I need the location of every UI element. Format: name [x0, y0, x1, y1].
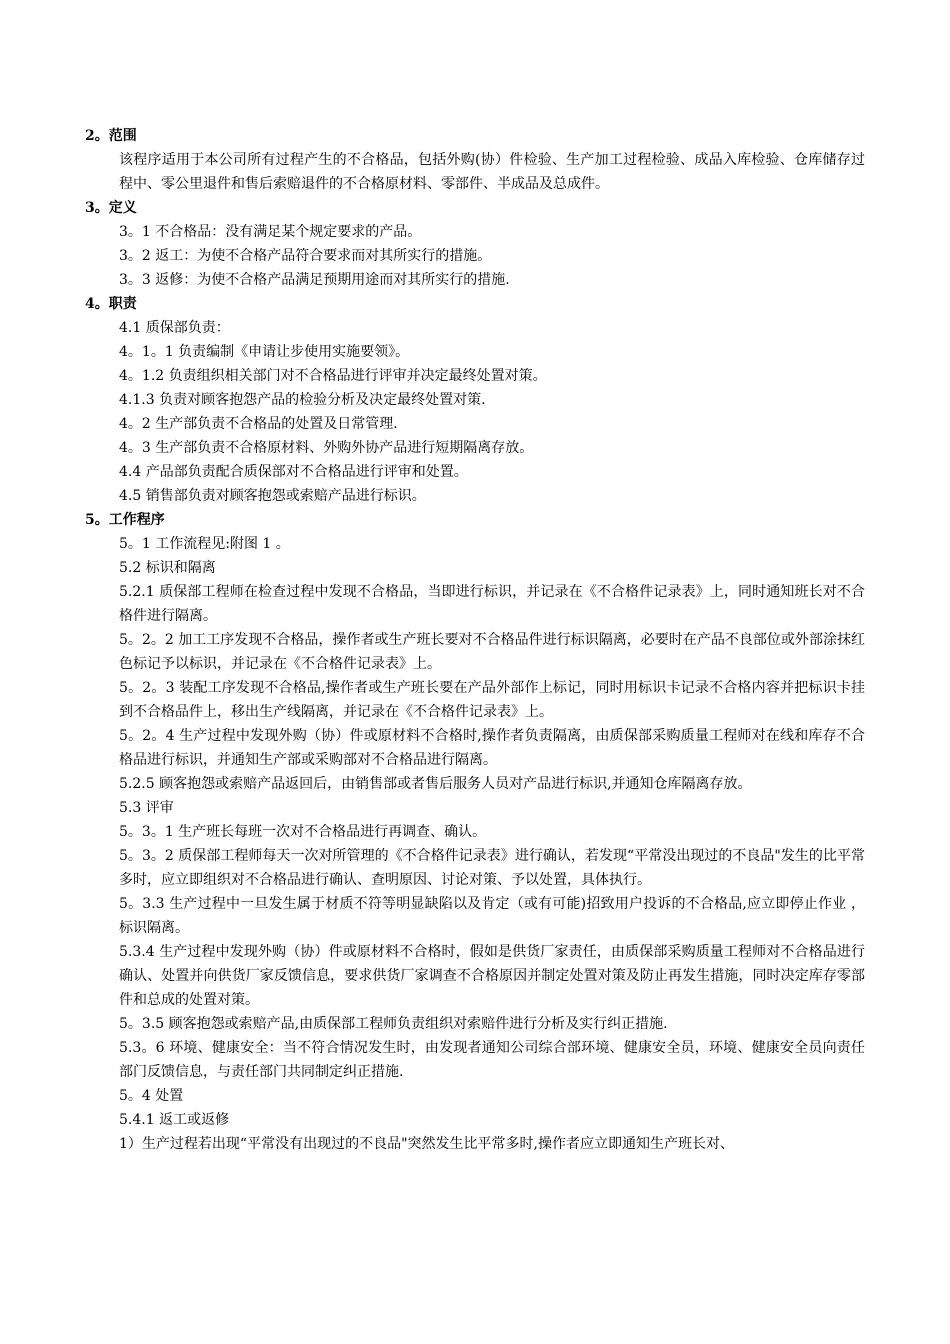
procedure-item: 5。1 工作流程见:附图 1 。: [119, 536, 290, 552]
procedure-subheading: 5。4 处置: [119, 1088, 184, 1104]
procedure-item: 1）生产过程若出现“平常没有出现过的不良品"突然发生比平常多时,操作者应立即通知生产班长对、: [119, 1136, 734, 1152]
procedure-item: 5。3.3 生产过程中一旦发生属于材质不符等明显缺陷以及肯定（或有可能)招致用户投诉的不合格品,应立即停止作业 ，标识隔离。: [119, 896, 865, 936]
responsibility-item: 4。1。1 负责编制《申请让步使用实施要领》。: [119, 344, 410, 360]
procedure-item: 5。2。2 加工工序发现不合格品，操作者或生产班长要对不合格品件进行标识隔离，必要时在产品不良部位或外部涂抹红色标记予以标识，并记录在《不合格件记录表》上。: [119, 632, 865, 672]
responsibility-item: 4.5 销售部负责对顾客抱怨或索赔产品进行标识。: [119, 488, 426, 504]
procedure-item: 5。3。2 质保部工程师每天一次对所管理的《不合格件记录表》进行确认，若发现“平常没出现过的不良品"发生的比平常多时，应立即组织对不合格品进行确认、查明原因、讨论对策、予以处置，具体执行。: [119, 848, 865, 888]
section-heading-procedure: 5。工作程序: [85, 512, 165, 528]
procedure-item: 5.2.5 顾客抱怨或索赔产品返回后，由销售部或者售后服务人员对产品进行标识,并通知仓库隔离存放。: [119, 776, 752, 792]
definition-item: 3。2 返工：为使不合格产品符合要求而对其所实行的措施。: [119, 248, 492, 264]
procedure-item: 5。2。3 装配工序发现不合格品,操作者或生产班长要在产品外部作上标记，同时用标识卡记录不合格内容并把标识卡挂到不合格品件上，移出生产线隔离，并记录在《不合格件记录表》上。: [119, 680, 865, 720]
definition-item: 3。3 返修：为使不合格产品满足预期用途而对其所实行的措施.: [119, 272, 510, 288]
section-heading-definitions: 3。定义: [85, 200, 137, 216]
document-body: [85, 124, 865, 1156]
procedure-subheading: 5.4.1 返工或返修: [119, 1112, 230, 1128]
section-heading-responsibilities: 4。职责: [85, 296, 137, 312]
section-heading-scope: 2。范围: [85, 128, 137, 144]
procedure-subheading: 5.3 评审: [119, 800, 174, 816]
responsibility-item: 4。1.2 负责组织相关部门对不合格品进行评审并决定最终处置对策。: [119, 368, 547, 384]
responsibility-item: 4。3 生产部负责不合格原材料、外购外协产品进行短期隔离存放。: [119, 440, 534, 456]
responsibility-item: 4.4 产品部负责配合质保部对不合格品进行评审和处置。: [119, 464, 468, 480]
procedure-item: 5。3。1 生产班长每班一次对不合格品进行再调查、确认。: [119, 824, 487, 840]
scope-paragraph: 该程序适用于本公司所有过程产生的不合格品，包括外购(协）件检验、生产加工过程检验、成品入库检验、仓库储存过程中、零公里退件和售后索赔退件的不合格原材料、零部件、半成品及总成件。: [119, 152, 865, 192]
procedure-item: 5。3.5 顾客抱怨或索赔产品,由质保部工程师负责组织对索赔件进行分析及实行纠正措施.: [119, 1016, 668, 1032]
responsibility-item: 4.1 质保部负责：: [119, 320, 230, 336]
procedure-subheading: 5.2 标识和隔离: [119, 560, 216, 576]
responsibility-item: 4.1.3 负责对顾客抱怨产品的检验分析及决定最终处置对策.: [119, 392, 486, 408]
procedure-item: 5.3.4 生产过程中发现外购（协）件或原材料不合格时，假如是供货厂家责任，由质保部采购质量工程师对不合格品进行确认、处置并向供货厂家反馈信息，要求供货厂家调查不合格原因并制定处置对策及防止再发生措施，同时决定库存零部件和总成的处置对策。: [119, 944, 865, 1008]
procedure-item: 5.3。6 环境、健康安全：当不符合情况发生时，由发现者通知公司综合部环境、健康安全员，环境、健康安全员向责任部门反馈信息，与责任部门共同制定纠正措施.: [119, 1040, 865, 1080]
responsibility-item: 4。2 生产部负责不合格品的处置及日常管理.: [119, 416, 398, 432]
procedure-item: 5.2.1 质保部工程师在检查过程中发现不合格品，当即进行标识，并记录在《不合格件记录表》上，同时通知班长对不合格件进行隔离。: [119, 584, 865, 624]
procedure-item: 5。2。4 生产过程中发现外购（协）件或原材料不合格时,操作者负责隔离，由质保部采购质量工程师对在线和库存不合格品进行标识，并通知生产部或采购部对不合格品进行隔离。: [119, 728, 865, 768]
definition-item: 3。1 不合格品：没有满足某个规定要求的产品。: [119, 224, 422, 240]
